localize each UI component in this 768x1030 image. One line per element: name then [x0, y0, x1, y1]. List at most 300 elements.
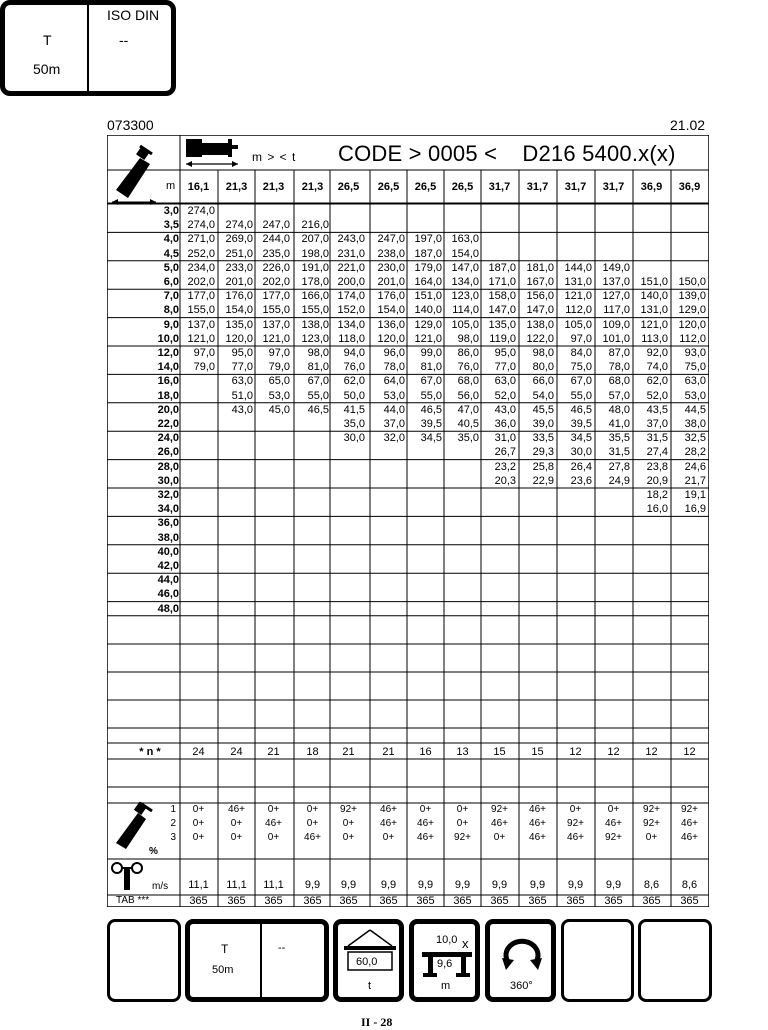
load-value: 30,0 — [570, 446, 592, 459]
tab-value: 365 — [303, 895, 322, 907]
load-value: 178,0 — [301, 276, 329, 288]
radius-label: 3,5 — [163, 219, 179, 232]
load-value: 252,0 — [187, 247, 215, 260]
load-value: 20,3 — [494, 474, 516, 487]
load-value: 176,0 — [225, 290, 253, 303]
telescope-value: 0+ — [493, 832, 506, 843]
tab-value: 365 — [528, 895, 547, 907]
counterweight-button[interactable] — [333, 919, 404, 1002]
load-value: 33,5 — [532, 432, 554, 445]
load-value: 53,0 — [268, 389, 290, 402]
radius-label: 42,0 — [157, 560, 179, 572]
load-value: 201,0 — [377, 276, 405, 288]
load-value: 200,0 — [337, 276, 365, 288]
load-value: 121,0 — [414, 332, 442, 345]
telescope-value: 46+ — [567, 832, 584, 843]
load-value: 26,7 — [494, 446, 516, 459]
telescope-value: 46+ — [529, 832, 546, 843]
telescope-value: 0+ — [230, 818, 243, 829]
load-value: 176,0 — [377, 290, 405, 303]
radius-label: 10,0 — [157, 332, 179, 345]
radius-label: 26,0 — [157, 446, 179, 459]
counterweight-value: 60,0 — [356, 956, 378, 968]
load-value: 47,0 — [457, 403, 479, 416]
load-value: 67,0 — [420, 375, 442, 388]
load-value: 27,8 — [608, 460, 630, 473]
telescope-value: 92+ — [643, 818, 660, 829]
load-value: 24,6 — [684, 460, 706, 473]
load-value: 43,0 — [494, 403, 516, 416]
load-value: 137,0 — [262, 318, 290, 331]
load-value: 18,2 — [646, 489, 668, 501]
radius-label: 18,0 — [157, 389, 179, 402]
load-value: 114,0 — [452, 304, 479, 317]
load-value: 36,0 — [494, 418, 516, 430]
load-value: 163,0 — [451, 233, 479, 246]
load-value: 68,0 — [457, 375, 479, 388]
load-value: 22,9 — [532, 474, 554, 487]
load-value: 80,0 — [532, 361, 554, 374]
wind-speed-value: 11,1 — [226, 879, 247, 891]
slewing-arrow-icon — [498, 932, 546, 972]
telescope-value: 0+ — [569, 804, 582, 815]
load-value: 151,0 — [640, 276, 668, 288]
load-value: 120,0 — [377, 332, 405, 345]
load-value: 46,5 — [570, 403, 592, 416]
load-value: 35,0 — [457, 432, 479, 445]
boom-length-header: 26,5 — [337, 181, 360, 193]
load-value: 46,5 — [420, 403, 442, 416]
wind-speed-value: 9,9 — [454, 879, 471, 891]
boom-length-header: 26,5 — [451, 181, 474, 193]
page-number: II - 28 — [361, 1015, 393, 1029]
load-value: 131,0 — [564, 276, 592, 288]
radius-label: 46,0 — [157, 588, 179, 601]
load-value: 151,0 — [414, 290, 442, 303]
load-value: 118,0 — [338, 332, 365, 345]
tab-value: 365 — [339, 895, 358, 907]
tab-value: 365 — [264, 895, 283, 907]
crane-boom-icon — [110, 140, 158, 206]
load-value: 274,0 — [187, 219, 215, 232]
load-value: 77,0 — [231, 361, 253, 374]
load-value: 31,5 — [646, 432, 668, 445]
load-value: 138,0 — [301, 318, 329, 331]
n-value: 15 — [493, 746, 506, 758]
load-value: 16,9 — [684, 503, 706, 516]
load-value: 41,5 — [343, 403, 365, 416]
tab-value: 365 — [490, 895, 509, 907]
radius-label: 7,0 — [163, 290, 179, 303]
telescope-value: 46+ — [304, 832, 321, 843]
load-value: 81,0 — [307, 361, 329, 374]
load-value: 62,0 — [646, 375, 668, 388]
load-value: 198,0 — [301, 247, 329, 260]
tab-label: TAB *** — [116, 895, 150, 906]
load-value: 147,0 — [526, 304, 554, 317]
telescope-value: 0+ — [342, 818, 355, 829]
load-value: 244,0 — [262, 233, 290, 246]
load-value: 231,0 — [337, 247, 365, 260]
load-value: 154,0 — [451, 247, 479, 260]
load-value: 197,0 — [414, 233, 442, 246]
radius-label: 16,0 — [157, 375, 179, 388]
telescope-value: 46+ — [228, 804, 245, 815]
load-value: 158,0 — [488, 290, 516, 303]
load-value: 167,0 — [526, 276, 554, 288]
load-value: 238,0 — [377, 247, 405, 260]
slewing-button[interactable] — [485, 919, 556, 1002]
load-value: 131,0 — [640, 304, 668, 317]
load-value: 149,0 — [602, 261, 630, 274]
load-value: 57,0 — [608, 389, 630, 402]
tab-value: 365 — [379, 895, 398, 907]
load-value: 52,0 — [646, 389, 668, 402]
load-value: 234,0 — [187, 261, 215, 274]
radius-label: 9,0 — [163, 318, 179, 331]
load-value: 155,0 — [301, 304, 329, 317]
load-value: 150,0 — [678, 276, 706, 288]
load-value: 201,0 — [225, 276, 253, 288]
load-value: 63,0 — [231, 375, 253, 388]
load-value: 55,0 — [307, 389, 329, 402]
radius-label: 34,0 — [157, 503, 179, 516]
load-value: 21,7 — [684, 474, 706, 487]
load-value: 179,0 — [414, 261, 442, 274]
load-value: 136,0 — [377, 318, 405, 331]
load-value: 50,0 — [343, 389, 365, 402]
load-value: 123,0 — [301, 332, 329, 345]
telescope-value: 0+ — [230, 832, 243, 843]
load-value: 121,0 — [262, 332, 290, 345]
load-value: 98,0 — [532, 347, 554, 359]
telescope-value: 0+ — [306, 818, 319, 829]
tab-value: 365 — [453, 895, 472, 907]
n-value: 16 — [419, 746, 432, 758]
load-value: 20,9 — [646, 474, 668, 487]
telescope-value: 92+ — [605, 832, 622, 843]
radius-label: 4,5 — [163, 247, 179, 260]
load-value: 87,0 — [608, 347, 630, 359]
load-value: 64,0 — [383, 375, 405, 388]
load-value: 135,0 — [488, 318, 516, 331]
load-value: 43,0 — [231, 403, 253, 416]
telescope-value: 0+ — [192, 818, 205, 829]
telescope-value: 92+ — [681, 804, 698, 815]
load-value: 45,0 — [268, 403, 290, 416]
load-value: 221,0 — [337, 261, 365, 274]
telescope-value: 46+ — [491, 818, 508, 829]
tab-value: 365 — [189, 895, 208, 907]
load-value: 32,5 — [684, 432, 706, 445]
load-value: 77,0 — [494, 361, 516, 374]
boom-length-header: 31,7 — [564, 181, 587, 193]
config-alt-label: -- — [278, 942, 286, 954]
load-value: 68,0 — [608, 375, 630, 388]
n-value: 24 — [230, 746, 243, 758]
telescope-value: 46+ — [529, 804, 546, 815]
load-value: 44,5 — [684, 403, 706, 416]
load-value: 154,0 — [225, 304, 253, 317]
load-value: 181,0 — [526, 261, 554, 274]
boom-length-header: 21,3 — [301, 181, 324, 193]
load-value: 105,0 — [564, 318, 592, 331]
radius-label: 32,0 — [157, 489, 179, 501]
load-value: 247,0 — [377, 233, 405, 246]
config-mode-label: T — [221, 942, 229, 956]
tab-value: 365 — [680, 895, 699, 907]
wind-speed-value: 9,9 — [567, 879, 584, 891]
telescope-value: 0+ — [267, 832, 280, 843]
hook-label: m > < t — [252, 150, 297, 164]
load-value: 243,0 — [337, 233, 365, 246]
load-value: 98,0 — [457, 332, 479, 345]
load-value: 28,2 — [684, 446, 706, 459]
load-value: 97,0 — [570, 332, 592, 345]
telescope-value: 0+ — [192, 804, 205, 815]
load-value: 62,0 — [343, 375, 365, 388]
load-value: 187,0 — [414, 247, 442, 260]
load-value: 51,0 — [231, 389, 253, 402]
outrigger-unit: m — [441, 980, 451, 992]
load-value: 38,0 — [684, 418, 706, 430]
load-value: 147,0 — [488, 304, 516, 317]
telescope-unit: % — [149, 846, 158, 857]
radius-label: 3,0 — [163, 205, 179, 217]
load-value: 122,0 — [526, 332, 554, 345]
boom-length-header: 36,9 — [678, 181, 701, 193]
radius-label: 36,0 — [157, 517, 179, 530]
crane-code — [338, 141, 676, 167]
load-value: 23,8 — [646, 460, 668, 473]
load-value: 96,0 — [383, 347, 405, 359]
wind-speed-value: 11,1 — [263, 879, 284, 891]
load-value: 48,0 — [608, 403, 630, 416]
load-value: 123,0 — [451, 290, 479, 303]
load-value: 78,0 — [608, 361, 630, 374]
radius-unit: m — [166, 180, 176, 192]
config-mode: T — [43, 32, 52, 48]
telescope-value: 0+ — [306, 804, 319, 815]
load-value: 207,0 — [301, 233, 329, 246]
radius-label: 20,0 — [157, 403, 179, 416]
boom-length-header: 21,3 — [262, 181, 285, 193]
radius-label: 22,0 — [157, 418, 179, 430]
boom-length-header: 21,3 — [225, 181, 248, 193]
wind-speed-value: 9,9 — [529, 879, 546, 891]
code-value: D216 5400.x(x) — [522, 141, 676, 166]
telescope-value: 0+ — [342, 832, 355, 843]
load-value: 137,0 — [602, 276, 630, 288]
load-value: 191,0 — [301, 261, 329, 274]
empty-slot-button-3[interactable] — [638, 919, 712, 1002]
telescope-value: 92+ — [491, 804, 508, 815]
telescope-value: 0+ — [456, 818, 469, 829]
telescope-value: 46+ — [417, 818, 434, 829]
config-indicator-box — [0, 0, 176, 96]
load-value: 67,0 — [570, 375, 592, 388]
norm-label: ISO DIN — [107, 7, 160, 23]
load-value: 67,0 — [307, 375, 329, 388]
outrigger-x: x — [462, 936, 469, 951]
load-value: 274,0 — [187, 205, 215, 217]
load-value: 120,0 — [678, 318, 706, 331]
empty-slot-button-2[interactable] — [561, 919, 634, 1002]
boom-length-header: 31,7 — [602, 181, 625, 193]
slewing-label: 360° — [510, 980, 533, 992]
radius-label: 6,0 — [163, 276, 179, 288]
load-value: 92,0 — [646, 347, 668, 359]
config-length: 50m — [33, 61, 61, 77]
code-prefix: CODE > 0005 < — [338, 141, 498, 166]
load-value: 235,0 — [262, 247, 290, 260]
load-value: 93,0 — [684, 347, 706, 359]
document-version: 21.02 — [670, 117, 706, 133]
load-value: 155,0 — [187, 304, 215, 317]
load-value: 177,0 — [262, 290, 290, 303]
telescope-icon — [112, 801, 158, 851]
telescope-value: 0+ — [607, 804, 620, 815]
telescope-section-index: 3 — [170, 832, 176, 843]
wind-speed-value: 9,9 — [491, 879, 508, 891]
wind-speed-value: 9,9 — [605, 879, 622, 891]
tab-value: 365 — [642, 895, 661, 907]
telescope-value: 46+ — [681, 832, 698, 843]
wind-speed-value: 9,9 — [304, 879, 321, 891]
load-value: 247,0 — [262, 219, 290, 232]
load-value: 53,0 — [684, 389, 706, 402]
load-value: 75,0 — [570, 361, 592, 374]
empty-slot-button-1[interactable] — [107, 919, 181, 1002]
config-alt-cell — [87, 5, 171, 91]
config-alt: -- — [119, 32, 129, 48]
radius-label: 30,0 — [157, 474, 179, 487]
load-value: 119,0 — [489, 332, 516, 345]
config-main-cell — [5, 5, 87, 91]
load-value: 43,5 — [646, 403, 668, 416]
load-value: 97,0 — [193, 347, 215, 359]
load-value: 37,0 — [383, 418, 405, 430]
load-value: 144,0 — [564, 261, 592, 274]
outrigger-button[interactable] — [409, 919, 480, 1002]
telescope-value: 0+ — [192, 832, 205, 843]
configuration-button[interactable] — [185, 919, 329, 1002]
telescope-value: 0+ — [645, 832, 658, 843]
load-value: 98,0 — [307, 347, 329, 359]
n-value: 18 — [306, 746, 319, 758]
load-value: 269,0 — [225, 233, 253, 246]
counterweight-unit: t — [368, 980, 372, 992]
n-value: 21 — [342, 746, 355, 758]
load-value: 129,0 — [414, 318, 442, 331]
tab-value: 365 — [227, 895, 246, 907]
load-value: 166,0 — [301, 290, 329, 303]
load-value: 39,0 — [532, 418, 554, 430]
load-value: 105,0 — [451, 318, 479, 331]
radius-label: 24,0 — [157, 432, 179, 445]
load-value: 41,0 — [608, 418, 630, 430]
load-value: 46,5 — [307, 403, 329, 416]
outrigger-length: 9,6 — [437, 958, 453, 970]
boom-length-header: 31,7 — [488, 181, 511, 193]
load-value: 202,0 — [262, 276, 290, 288]
telescope-value: 46+ — [380, 804, 397, 815]
load-value: 78,0 — [383, 361, 405, 374]
load-value: 39,5 — [570, 418, 592, 430]
load-value: 23,6 — [570, 474, 592, 487]
load-value: 29,3 — [532, 446, 554, 459]
n-value: 13 — [456, 746, 469, 758]
load-value: 134,0 — [451, 276, 479, 288]
document-number: 073300 — [107, 117, 154, 133]
boom-length-header: 16,1 — [187, 181, 210, 193]
load-value: 45,5 — [532, 403, 554, 416]
boom-length-header: 26,5 — [414, 181, 437, 193]
load-value: 34,5 — [420, 432, 442, 445]
load-value: 26,4 — [570, 460, 592, 473]
load-value: 31,0 — [494, 432, 516, 445]
load-value: 140,0 — [640, 290, 668, 303]
wind-unit: m/s — [152, 881, 169, 892]
load-value: 37,0 — [646, 418, 668, 430]
wind-speed-value: 8,6 — [681, 879, 698, 891]
load-value: 226,0 — [262, 261, 290, 274]
load-value: 202,0 — [187, 276, 215, 288]
load-value: 19,1 — [684, 489, 706, 501]
radius-label: 12,0 — [157, 347, 179, 359]
outrigger-width: 10,0 — [436, 934, 458, 946]
telescope-section-index: 2 — [170, 818, 176, 829]
telescope-value: 92+ — [567, 818, 584, 829]
telescope-section-index: 1 — [170, 804, 176, 815]
boom-length-header: 26,5 — [377, 181, 400, 193]
n-value: 12 — [683, 746, 696, 758]
load-value: 164,0 — [414, 276, 442, 288]
boom-length-header: 31,7 — [526, 181, 549, 193]
telescope-value: 46+ — [380, 818, 397, 829]
load-value: 134,0 — [337, 318, 365, 331]
tab-value: 365 — [566, 895, 585, 907]
load-value: 23,2 — [494, 460, 516, 473]
radius-label: 38,0 — [157, 531, 179, 544]
load-value: 63,0 — [684, 375, 706, 388]
load-value: 230,0 — [377, 261, 405, 274]
load-value: 112,0 — [565, 304, 592, 317]
n-value: 21 — [382, 746, 395, 758]
n-value: 24 — [192, 746, 205, 758]
load-value: 24,9 — [608, 474, 630, 487]
telescope-value: 0+ — [382, 832, 395, 843]
telescope-value: 46+ — [417, 832, 434, 843]
radius-label: 8,0 — [163, 304, 179, 317]
radius-label: 14,0 — [157, 361, 179, 374]
load-value: 121,0 — [564, 290, 592, 303]
load-value: 55,0 — [420, 389, 442, 402]
load-value: 35,0 — [343, 418, 365, 430]
load-value: 35,5 — [608, 432, 630, 445]
load-value: 127,0 — [602, 290, 630, 303]
load-value: 53,0 — [383, 389, 405, 402]
tab-value: 365 — [416, 895, 435, 907]
load-value: 112,0 — [679, 332, 706, 345]
load-value: 44,0 — [383, 403, 405, 416]
load-value: 63,0 — [494, 375, 516, 388]
n-value: 15 — [531, 746, 544, 758]
anemometer-icon — [110, 860, 144, 894]
radius-label: 44,0 — [157, 574, 179, 587]
load-value: 99,0 — [420, 347, 442, 359]
wind-speed-value: 9,9 — [380, 879, 397, 891]
